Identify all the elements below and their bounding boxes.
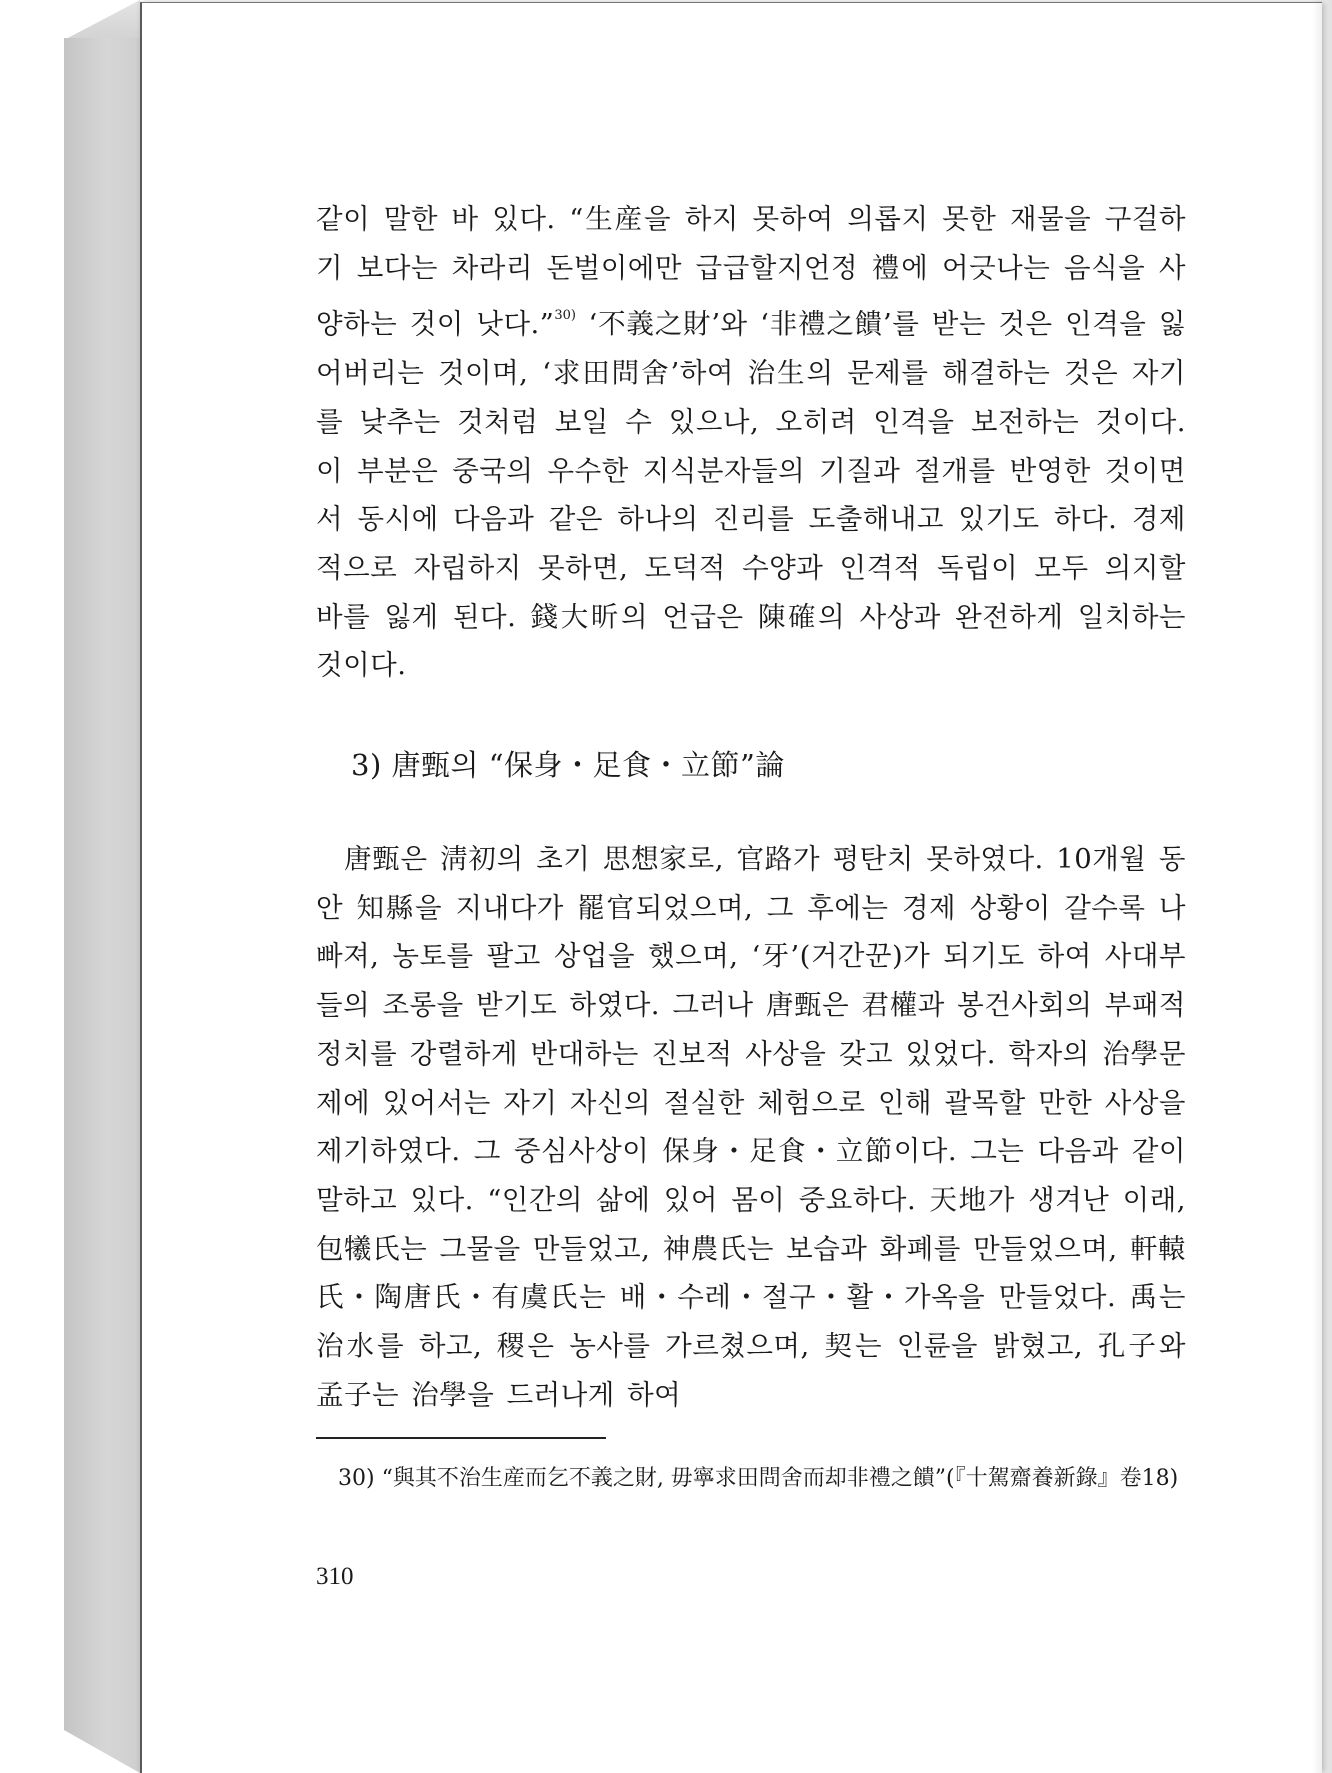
footnote-30: 30) “與其不治生産而乞不義之財, 毋寧求田問舍而却非禮之饋”(『十駕齋養新錄』卷18): [338, 1466, 1179, 1491]
footnote-reference-30: 30): [554, 308, 576, 324]
page-body: [316, 195, 1186, 1419]
body-paragraph-2: 唐甄은 淸初의 초기 思想家로, 官路가 평탄치 못하였다. 10개월 동안 知縣을 지내다가 罷官되었으며, 그 후에는 경제 상황이 갈수록 나빠져, 농토를 팔고 상업을 했으며, ‘牙’(거간꾼)가 되기도 하여 사대부들의 조롱을 받기도 하였다. 그러나 唐甄은 君權과 봉건사회의 부패적 정치를 강렬하게 반대하는 진보적 사상을 갖고 있었다. 학자의 治學문제에 있어서는 자기 자신의 절실한 체험으로 인해 괄목할 만한 사상을 제기하였다. 그 중심사상이 保身・足食・立節이다. 그는 다음과 같이 말하고 있다. “인간의 삶에 있어 몸이 중요하다. 天地가 생겨난 이래, 包犧氏는 그물을 만들었고, 神農氏는 보습과 화폐를 만들었으며, 軒轅氏・陶唐氏・有虞氏는 배・수레・절구・활・가옥을 만들었다. 禹는 治水를 하고, 稷은 농사를 가르쳤으며, 契는 인륜을 밝혔고, 孔子와 孟子는 治學을 드러나게 하여: [316, 843, 1186, 1411]
paragraph-1-text-a: 같이 말한 바 있다. “生産을 하지 못하여 의롭지 못한 재물을 구걸하기 보다는 차라리 돈벌이에만 급급할지언정 禮에 어긋나는 음식을 사양하는 것이 낫다.”: [316, 203, 1186, 341]
book-spine-top: [64, 0, 140, 40]
body-paragraph-1: [316, 195, 1186, 690]
book-spine: [64, 38, 140, 1773]
section-heading: 3) 唐甄의 “保身・足食・立節”論: [351, 748, 785, 783]
page-edge-shadow: [1312, 0, 1332, 1773]
paragraph-1-text-b: ‘不義之財’와 ‘非禮之饋’를 받는 것은 인격을 잃어버리는 것이며, ‘求田問舍’하여 治生의 문제를 해결하는 것은 자기를 낮추는 것처럼 보일 수 있으나, 오히려 인격을 보전하는 것이다. 이 부분은 중국의 우수한 지식분자들의 기질과 절개를 반영한 것이면서 동시에 다음과 같은 하나의 진리를 도출해내고 있기도 하다. 경제적으로 자립하지 못하면, 도덕적 수양과 인격적 독립이 모두 의지할 바를 잃게 된다. 錢大昕의 언급은 陳確의 사상과 완전하게 일치하는 것이다.: [316, 308, 1186, 682]
footnote-divider: [316, 1437, 606, 1439]
page-number: 310: [316, 1563, 354, 1590]
